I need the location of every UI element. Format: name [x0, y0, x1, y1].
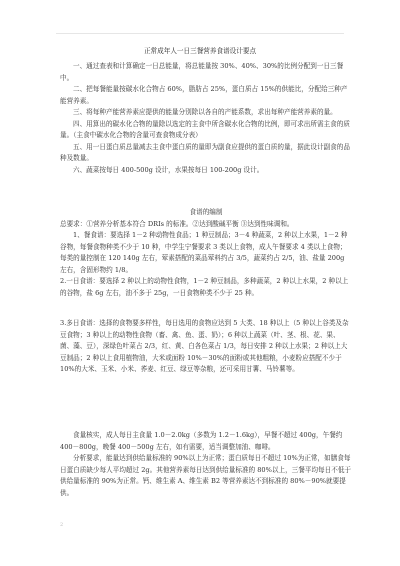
principle-daily: 2.一日食谱：要选择 2 种以上的动物性食物，1－2 种豆制品，多种蔬菜，2 种以上水果，2 种以上的谷物，盐 6g 左右，油不多于 25g，一日食物种类不少于 25 种。	[60, 277, 349, 297]
step-4: 四、用算出的碳水化合物的量除以选定的主食中所含碳水化合物的比例，即可求出所需主食的质量。（主食中碳水化合物的含量可查食物成分表）	[60, 119, 350, 139]
analysis-requirements: 分析要求，能量达到供给量标准的 90%以上为正常；蛋白质每日不超过 10%为正常，如膳食每日蛋白质缺少每人平均超过 2g。其他营养素每日达到供给量标准的 80%以上，三餐平均每日不低于供给量标准的 90%为正常。钙、维生素 A、维生素 B2 等营养素达不到标准的 80%－90%就要提供。	[60, 454, 352, 497]
compilation-section	[60, 207, 352, 299]
step-1: 一、通过查表和计算确定一日总能量，将总能量按 30%、40%、30%的比例分配到一日三餐中。	[60, 62, 344, 82]
principle-meal: 1、餐食谱：要选择 1－2 种动物性食品；1 种豆制品；3－4 种蔬菜，2 种以上水果，1－2 种谷物，每餐食物种类不少于 10 种，中学生宁餐要求 3 类以上食物，成人午餐要求 4 类以上食物；每类的量控制在 120 140g 左右，荤素搭配的菜品荤料约占 3/5，蔬菜约占 2/5，油、盐量 200g 左右，含固形物约 1/8。	[60, 231, 348, 274]
multi-day-section	[60, 318, 352, 376]
step-5: 五、用一日蛋白质总量减去主食中蛋白质的量即为副食应提供的蛋白质的量，据此设计副食的品种及数量。	[60, 142, 350, 162]
page-mark: 2	[60, 522, 64, 528]
principle-overall: 总要求：①营养分析基本符合 DRIs 的标准。②达到酸碱平衡 ③达到性味调和。	[60, 219, 294, 228]
step-3: 三、将每种产能营养素应提供的能量分别除以各自的产能系数，求出每种产能营养素的量。	[73, 108, 337, 116]
document-title: 正常成年人一日三餐营养食谱设计要点	[143, 47, 257, 55]
step-6: 六、蔬菜按每日 400-500g 设计，水果按每日 100-200g 设计。	[73, 165, 264, 174]
review-section	[60, 430, 352, 499]
step-2: 二、把每餐能量按碳水化合物占 60%，脂肪占 25%，蛋白质占 15%的供能比，分配给三种产能营养素。	[60, 85, 348, 105]
top-divider	[56, 33, 344, 34]
quantity-check: 食量核实，成人每日主食量 1.0－2.0kg（多数为 1.2－1.6kg），早餐不超过 400g，午餐约 400－800g，晚餐 400－500g 左右，如有需要，适当调整加油、咖啡。	[60, 431, 343, 451]
design-steps	[60, 61, 352, 176]
principle-multi-day: 3.多日食谱：选择的食物要多样性，每日选用的食物应达到 5 大类、18 种以上（5 种以上谷类及杂豆食物；3 种以上的动物性食物（畜、禽、鱼、蛋、奶）；6 种以上蔬菜（叶、茎、根、花、果、菌、藻、豆），深绿色叶菜占 2/3，红、黄、白各色菜占 1/3，每日安排 2 种以上水果；2 种以上大豆制品；2 种以上食用植物油，大米或面粉 10%－30%的面粉或其他粗粮，小麦粉应搭配不少于 10%的大米、玉米、小米、荞麦、红豆、绿豆等杂粮，还可采用甘薯、马铃薯等。	[60, 319, 349, 373]
section-heading: 食谱的编制	[189, 208, 223, 216]
